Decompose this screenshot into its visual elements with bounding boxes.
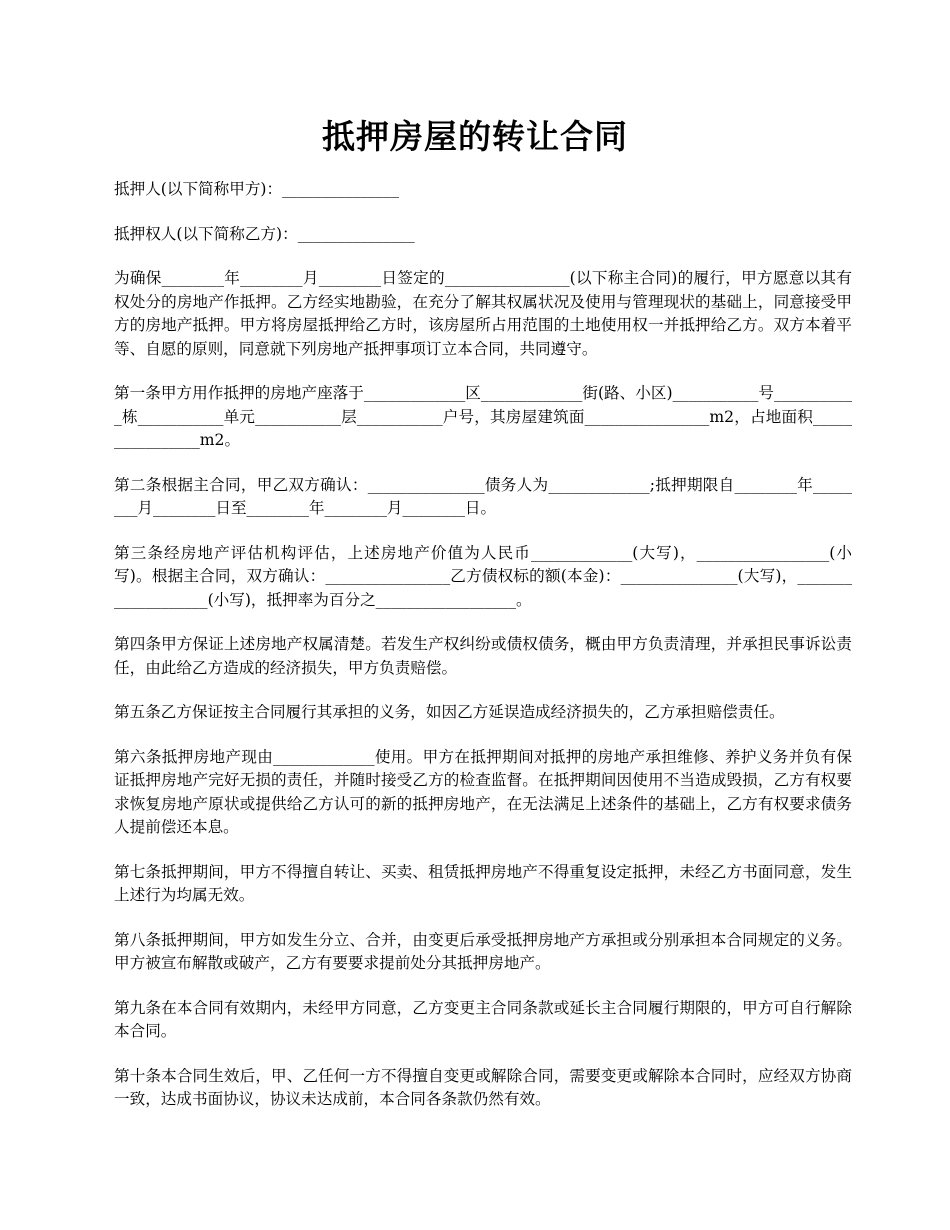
party-b-line: 抵押权人(以下简称乙方)：_______________ [114,224,415,243]
article-4: 第四条甲方保证上述房地产权属清楚。若发生产权纠纷或债权债务，概由甲方负责清理，并承担民事诉讼责任，由此给乙方造成的经济损失，甲方负责赔偿。 [114,635,852,677]
party-a-line: 抵押人(以下简称甲方)：_______________ [114,180,400,198]
article-7: 第七条抵押期间，甲方不得擅自转让、买卖、租赁抵押房地产不得重复设定抵押，未经乙方书面同意，发生上述行为均属无效。 [114,862,852,904]
article-10: 第十条本合同生效后，甲、乙任何一方不得擅自变更或解除合同，需要变更或解除本合同时，应经双方协商一致，达成书面协议，协议未达成前，本合同各条款仍然有效。 [114,1066,852,1108]
article-9: 第九条在本合同有效期内，未经甲方同意，乙方变更主合同条款或延长主合同履行期限的，甲方可自行解除本合同。 [114,998,852,1040]
article-8: 第八条抵押期间，甲方如发生分立、合并，由变更后承受抵押房地产方承担或分别承担本合同规定的义务。甲方被宣布解散或破产，乙方有要要求提前处分其抵押房地产。 [114,930,852,972]
article-5: 第五条乙方保证按主合同履行其承担的义务，如因乙方延误造成经济损失的，乙方承担赔偿责任。 [114,703,785,721]
document-body [114,178,852,1133]
document-title: 抵押房屋的转让合同 [322,117,628,156]
article-2: 第二条根据主合同，甲乙双方确认：_______________债务人为_____________;抵押期限自________年________月________日至________年________月________日。 [114,475,852,517]
article-1: 第一条甲方用作抵押的房地产座落于_____________区_____________街(路、小区)___________号___________栋___________单元___________层___________户号，其房屋建筑面________________m2，占地面积________________m2。 [114,384,852,449]
preamble-paragraph: 为确保________年________月________日签定的________________(以下称主合同)的履行，甲方愿意以其有权处分的房地产作抵押。乙方经实地勘验，在充分了解其权属状况及使用与管理现状的基础上，同意接受甲方的房地产抵押。甲方将房屋抵押给乙方时，该房屋所占用范围的土地使用权一并抵押给乙方。双方本着平等、自愿的原则，同意就下列房地产抵押事项订立本合同，共同遵守。 [114,269,852,358]
article-6: 第六条抵押房地产现由_____________使用。甲方在抵押期间对抵押的房地产承担维修、养护义务并负有保证抵押房地产完好无损的责任，并随时接受乙方的检查监督。在抵押期间因使用不当造成毁损，乙方有权要求恢复房地产原状或提供给乙方认可的新的抵押房地产，在无法满足上述条件的基础上，乙方有权要求债务人提前偿还本息。 [114,747,852,836]
article-3: 第三条经房地产评估机构评估，上述房地产价值为人民币_____________(大写)，_________________(小写)。根据主合同，双方确认：________________乙方债权标的额(本金)：_______________(大写)，___________________(小写)，抵押率为百分之__________________。 [114,543,852,609]
